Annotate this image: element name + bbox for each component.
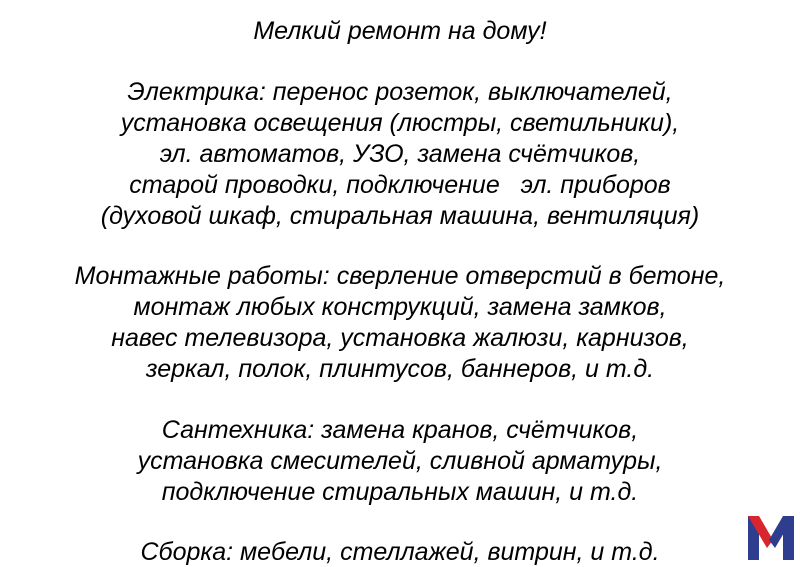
section-line: старой проводки, подключение эл. приборов: [129, 171, 671, 199]
section-line: (духовой шкаф, стиральная машина, вентиляция): [100, 202, 700, 230]
section-line: Электрика: перенос розеток, выключателей,: [127, 78, 673, 106]
section-line: установка смесителей, сливной арматуры,: [137, 447, 663, 475]
section-line: Монтажные работы: сверление отверстий в бетоне,: [74, 262, 726, 290]
flyer-title: Мелкий ремонт на дому!: [253, 17, 547, 45]
letter-m-logo: [746, 512, 796, 560]
section-line: Сборка: мебели, стеллажей, витрин, и т.д.: [140, 538, 660, 566]
section-line: зеркал, полок, плинтусов, баннеров, и т.д.: [145, 355, 655, 383]
section-line: подключение стиральных машин, и т.д.: [161, 478, 639, 506]
section-line: установка освещения (люстры, светильники),: [120, 109, 680, 137]
section-line: монтаж любых конструкций, замена замков,: [133, 293, 667, 321]
section-line: навес телевизора, установка жалюзи, карнизов,: [111, 324, 689, 352]
section-line: Сантехника: замена кранов, счётчиков,: [161, 416, 639, 444]
section-line: эл. автоматов, УЗО, замена счётчиков,: [159, 140, 641, 168]
logo-right-stroke: [783, 516, 794, 560]
